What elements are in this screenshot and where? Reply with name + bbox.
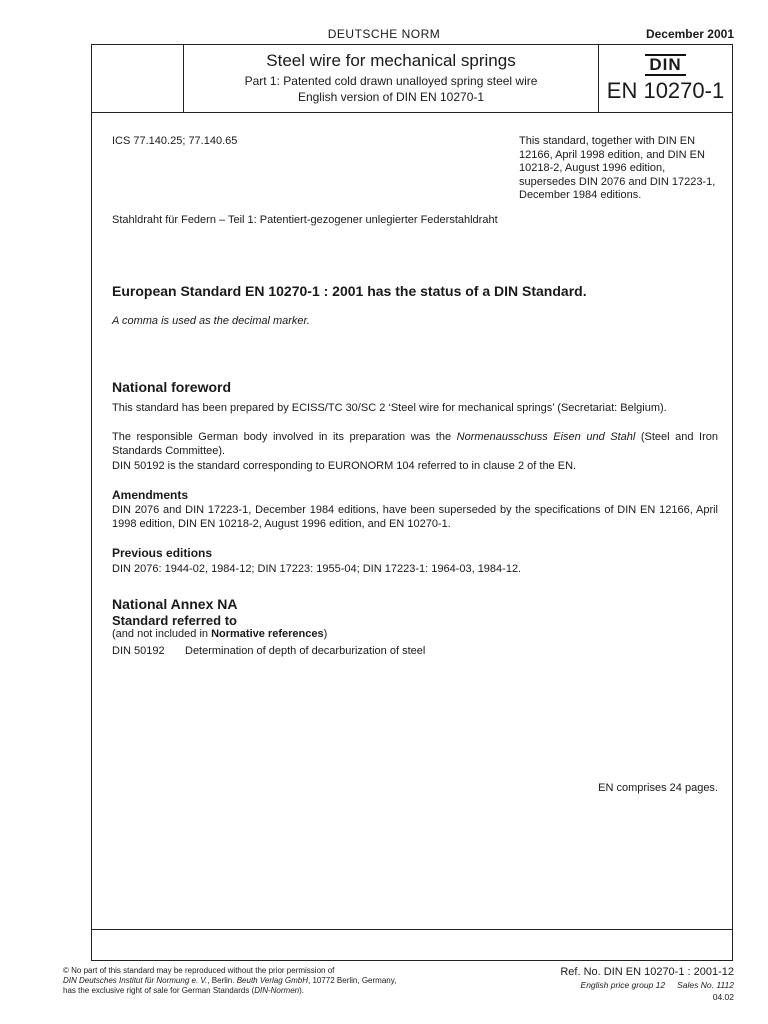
foreword-paragraph-1: This standard has been prepared by ECISS/TC 30/SC 2 ‘Steel wire for mechanical springs’ (Secretariat: Belgium). xyxy=(112,402,667,414)
din-institute: DIN Deutsches Institut für Normung e. V. xyxy=(63,976,208,985)
foreword-p2-text: The responsible German body involved in its preparation was the xyxy=(112,431,457,443)
document-version: English version of DIN EN 10270-1 xyxy=(297,90,485,104)
previous-editions-heading: Previous editions xyxy=(112,546,213,560)
reference-code: DIN 50192 xyxy=(112,645,165,657)
copyright-line-3 xyxy=(63,986,483,996)
national-annex-heading: National Annex NA xyxy=(112,596,238,612)
copyright-line-1: © No part of this standard may be reproduced without the prior permission of xyxy=(63,966,335,975)
previous-editions-text: DIN 2076: 1944-02, 1984-12; DIN 17223: 1955-04; DIN 17223-1: 1964-03, 1984-12. xyxy=(112,563,522,575)
publication-date: December 2001 xyxy=(645,27,734,41)
amendments-text: DIN 2076 and DIN 17223-1, December 1984 editions, have been superseded by the specifications of DIN EN 12166, April 1998 edition, DIN EN 10218-2, August 1996 edition, and EN 10270-1. xyxy=(112,504,718,530)
note-bold: Normative references xyxy=(211,628,324,640)
german-title: Stahldraht für Federn – Teil 1: Patentiert-gezogener unlegierter Federstahldraht xyxy=(112,214,498,226)
page-frame xyxy=(91,44,733,961)
supersedes-note: This standard, together with DIN EN 12166, April 1998 edition, and DIN EN 10218-2, August 1996 edition, supersedes DIN 2076 and DIN 17223-1, December 1984 editions. xyxy=(519,135,716,201)
ics-codes: ICS 77.140.25; 77.140.65 xyxy=(112,135,238,147)
amendments-heading: Amendments xyxy=(112,488,189,502)
reference-number: Ref. No. DIN EN 10270-1 : 2001-12 xyxy=(560,966,734,978)
note-post: ) xyxy=(323,628,328,640)
copyright-l2-t2: , 10772 Berlin, Germany, xyxy=(308,976,397,985)
copyright-line-2 xyxy=(63,976,483,986)
committee-name: Normenausschuss Eisen und Stahl xyxy=(456,431,636,443)
din-logo: DIN xyxy=(645,54,685,76)
status-statement: European Standard EN 10270-1 : 2001 has the status of a DIN Standard. xyxy=(112,283,587,299)
note-pre: (and not included in xyxy=(112,628,212,640)
title-block-right-cell xyxy=(599,45,732,112)
foreword-paragraph-3: DIN 50192 is the standard corresponding to EURONORM 104 referred to in clause 2 of the EN. xyxy=(112,460,577,472)
footer-divider xyxy=(92,929,732,930)
copyright-l3-post: ). xyxy=(299,986,304,995)
standard-number: EN 10270-1 xyxy=(606,78,725,103)
price-info xyxy=(569,980,734,990)
sales-number: Sales No. 1112 xyxy=(677,980,734,990)
normative-references-note xyxy=(112,628,327,640)
price-group: English price group 12 xyxy=(580,980,666,990)
foreword-paragraph-2 xyxy=(112,430,718,458)
din-normen: DIN-Normen xyxy=(254,986,300,995)
page-count-note: EN comprises 24 pages. xyxy=(598,782,718,794)
title-block-center-cell xyxy=(184,45,599,112)
norm-label: DEUTSCHE NORM xyxy=(327,27,441,41)
reference-title: Determination of depth of decarburization of steel xyxy=(185,645,426,657)
standard-referred-heading: Standard referred to xyxy=(112,613,237,628)
copyright-l3-pre: has the exclusive right of sale for German Standards ( xyxy=(63,986,255,995)
title-block xyxy=(92,45,732,113)
decimal-marker-note: A comma is used as the decimal marker. xyxy=(112,315,310,327)
reference-row xyxy=(112,645,425,657)
national-foreword-heading: National foreword xyxy=(112,379,232,395)
title-block-left-cell xyxy=(92,45,184,112)
foreword-p2-tail: (Steel and Iron Standards Committee). xyxy=(112,431,718,457)
print-code-date: 04.02 xyxy=(712,992,734,1002)
copyright-l2-t1: , Berlin. xyxy=(207,976,237,985)
beuth-verlag: Beuth Verlag GmbH xyxy=(236,976,308,985)
copyright-notice xyxy=(63,966,483,996)
document-part: Part 1: Patented cold drawn unalloyed spring steel wire xyxy=(244,74,538,88)
document-title: Steel wire for mechanical springs xyxy=(266,51,516,70)
